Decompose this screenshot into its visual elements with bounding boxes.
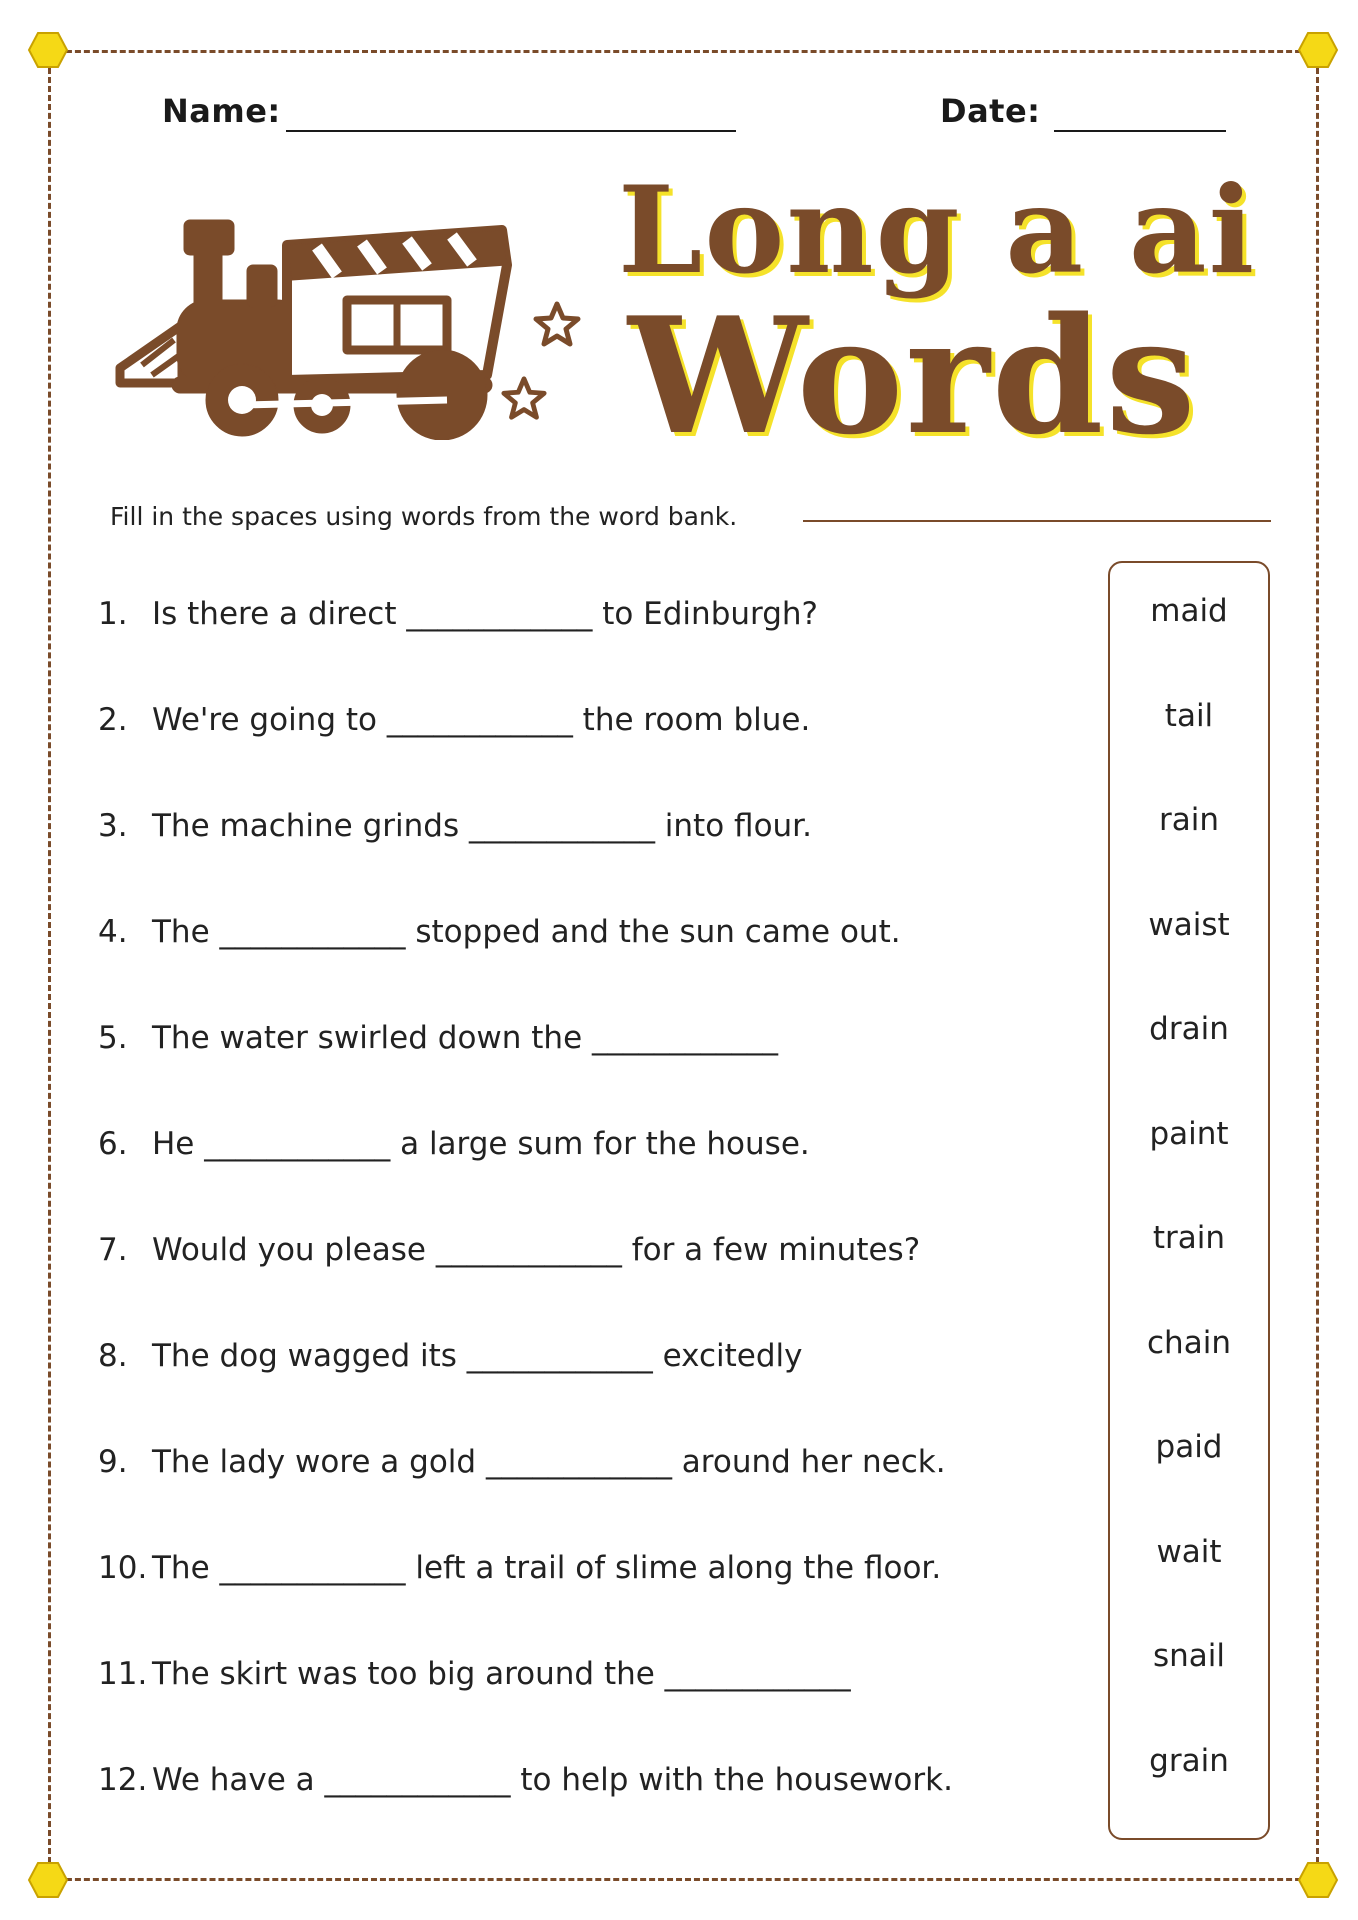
name-label: Name: bbox=[162, 92, 281, 130]
question-row bbox=[98, 1332, 802, 1380]
question-text: The lady wore a gold ____________ around her neck. bbox=[152, 1444, 946, 1480]
word-bank-item: train bbox=[1152, 1220, 1226, 1256]
question-number: 4. bbox=[98, 914, 128, 950]
question-number: 11. bbox=[98, 1656, 148, 1692]
instruction-rule bbox=[803, 520, 1271, 522]
hexagon-corner-icon bbox=[1297, 1861, 1339, 1899]
question-text: Is there a direct ____________ to Edinburgh? bbox=[152, 596, 819, 632]
word-bank-item: grain bbox=[1149, 1742, 1229, 1779]
train-icon bbox=[112, 205, 532, 440]
question-row bbox=[98, 1120, 810, 1168]
question-row bbox=[98, 908, 901, 956]
word-bank bbox=[1108, 561, 1270, 1840]
title-line-1: Long a ai bbox=[618, 160, 1257, 301]
hexagon-corner-icon bbox=[27, 1861, 69, 1899]
question-number: 1. bbox=[98, 596, 128, 632]
star-icon bbox=[500, 375, 548, 423]
question-text: The water swirled down the ____________ bbox=[152, 1020, 778, 1056]
hexagon-corner-icon bbox=[1297, 31, 1339, 69]
word-bank-item: waist bbox=[1148, 906, 1230, 943]
date-label: Date: bbox=[940, 92, 1041, 130]
question-text: We have a ____________ to help with the housework. bbox=[152, 1762, 953, 1798]
question-text: Would you please ____________ for a few minutes? bbox=[152, 1232, 921, 1268]
word-bank-item: chain bbox=[1147, 1324, 1231, 1361]
question-text: The skirt was too big around the ____________ bbox=[152, 1656, 851, 1692]
question-row bbox=[98, 1650, 851, 1698]
name-field[interactable] bbox=[286, 130, 736, 132]
question-text: The ____________ left a trail of slime along the floor. bbox=[152, 1550, 942, 1586]
question-row bbox=[98, 696, 810, 744]
question-number: 7. bbox=[98, 1232, 128, 1268]
star-icon bbox=[532, 300, 582, 350]
hexagon-corner-icon bbox=[27, 31, 69, 69]
question-row bbox=[98, 590, 818, 638]
question-text: The ____________ stopped and the sun came out. bbox=[152, 914, 901, 950]
instruction-text: Fill in the spaces using words from the word bank. bbox=[110, 502, 738, 531]
question-row bbox=[98, 1438, 946, 1486]
title-line-2: Words bbox=[628, 282, 1198, 470]
question-number: 2. bbox=[98, 702, 128, 738]
date-field[interactable] bbox=[1054, 130, 1226, 132]
word-bank-item: snail bbox=[1152, 1638, 1226, 1674]
question-number: 12. bbox=[98, 1762, 148, 1798]
question-number: 5. bbox=[98, 1020, 128, 1056]
word-bank-item: rain bbox=[1158, 802, 1219, 838]
word-bank-item: drain bbox=[1149, 1011, 1229, 1047]
word-bank-item: paid bbox=[1155, 1429, 1223, 1465]
question-row bbox=[98, 1544, 941, 1592]
word-bank-item: maid bbox=[1150, 593, 1228, 629]
question-text: The dog wagged its ____________ excitedly bbox=[152, 1338, 803, 1374]
question-number: 10. bbox=[98, 1550, 148, 1586]
word-bank-item: tail bbox=[1164, 697, 1214, 734]
question-number: 3. bbox=[98, 808, 128, 844]
question-number: 9. bbox=[98, 1444, 128, 1480]
question-text: The machine grinds ____________ into flour. bbox=[152, 808, 812, 844]
question-text: He ____________ a large sum for the house. bbox=[152, 1126, 810, 1162]
question-row bbox=[98, 1014, 778, 1062]
question-number: 6. bbox=[98, 1126, 128, 1162]
question-row bbox=[98, 1756, 953, 1804]
question-number: 8. bbox=[98, 1338, 128, 1374]
word-bank-item: paint bbox=[1149, 1115, 1229, 1152]
word-bank-item: wait bbox=[1156, 1533, 1222, 1570]
question-row bbox=[98, 1226, 920, 1274]
question-row bbox=[98, 802, 812, 850]
question-text: We're going to ____________ the room blue. bbox=[152, 702, 811, 738]
